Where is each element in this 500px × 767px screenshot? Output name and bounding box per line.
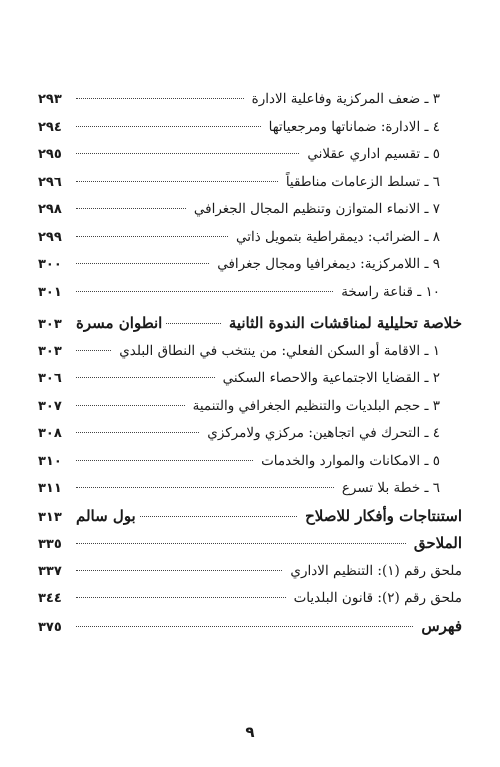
toc-entry-page: ٢٩٦ [38, 174, 62, 190]
toc-entry-page: ٣٠٦ [38, 371, 62, 386]
toc-entry-page: ٢٩٤ [38, 119, 62, 135]
dot-leader [76, 432, 199, 433]
toc-entry [38, 224, 462, 252]
toc-entry-page: ٣٧٥ [38, 619, 62, 635]
toc-entry [38, 196, 462, 224]
toc-entry-title: ٦ ـ تسلط الزعامات مناطقياً [285, 173, 440, 190]
toc-entry-page: ٣٣٧ [38, 563, 62, 579]
toc-entry-page: ٢٩٩ [38, 229, 62, 245]
dot-leader [76, 153, 299, 154]
toc-entry-title: ٢ ـ القضايا الاجتماعية والاحصاء السكني [222, 370, 440, 386]
toc-entry-page: ٢٩٨ [38, 202, 62, 217]
dot-leader [76, 597, 286, 598]
toc-entry-page: ٣٤٤ [38, 591, 62, 606]
dot-leader [76, 181, 278, 182]
toc-section [38, 503, 462, 531]
toc-section-author: بول سالم [76, 506, 136, 525]
toc-section-title: فهرس [421, 616, 462, 635]
dot-leader [76, 377, 215, 378]
table-of-contents [38, 86, 462, 640]
dot-leader [76, 460, 253, 461]
toc-entry-page: ٣٠١ [38, 284, 62, 300]
toc-entry [38, 86, 462, 114]
toc-entry-page: ٣٠٧ [38, 398, 62, 414]
toc-entry-title: ٦ ـ خطة بلا تسرع [341, 480, 440, 496]
toc-section [38, 310, 462, 338]
toc-entry-page: ٢٩٥ [38, 147, 62, 162]
dot-leader [166, 323, 220, 324]
toc-entry-page: ٣١٠ [38, 453, 62, 469]
toc-entry-title: ٩ ـ اللامركزية: ديمغرافيا ومجال جغرافي [217, 256, 440, 272]
toc-entry-title: ٤ ـ الادارة: ضماناتها ومرجعياتها [268, 118, 440, 135]
dot-leader [76, 487, 334, 488]
toc-entry-page: ٣١٣ [38, 509, 62, 525]
toc-entry [38, 558, 462, 586]
toc-entry [38, 338, 462, 366]
page-number: ٩ [245, 723, 255, 741]
toc-entry [38, 251, 462, 279]
toc-entry-title: ملحق رقم (١): التنظيم الاداري [290, 562, 462, 579]
toc-entry [38, 393, 462, 421]
toc-entry-page: ٣٠٨ [38, 426, 62, 441]
toc-entry-page: ٣٣٥ [38, 537, 62, 552]
toc-section-title: الملاحق [413, 534, 462, 552]
toc-entry [38, 114, 462, 142]
dot-leader [76, 208, 186, 209]
dot-leader [76, 98, 244, 99]
toc-entry [38, 141, 462, 169]
toc-entry-title: ملحق رقم (٢): قانون البلديات [293, 590, 462, 606]
dot-leader [140, 516, 297, 517]
dot-leader [76, 405, 185, 406]
toc-entry [38, 420, 462, 448]
toc-entry [38, 448, 462, 476]
toc-entry [38, 169, 462, 197]
toc-entry [38, 365, 462, 393]
toc-entry-page: ٣١١ [38, 481, 62, 496]
dot-leader [76, 626, 413, 627]
toc-entry-title: ٣ ـ ضعف المركزية وفاعلية الادارة [251, 91, 440, 107]
toc-entry-page: ٣٠٠ [38, 257, 62, 272]
toc-entry [38, 585, 462, 613]
toc-entry-title: ٥ ـ تقسيم اداري عقلاني [307, 146, 440, 162]
toc-entry-title: ١٠ ـ قناعة راسخة [341, 283, 440, 300]
dot-leader [76, 263, 209, 264]
dot-leader [76, 291, 333, 292]
dot-leader [76, 350, 111, 351]
toc-section-title: استنتاجات وأفكار للاصلاح [305, 506, 462, 525]
toc-entry [38, 475, 462, 503]
toc-section [38, 613, 462, 641]
toc-entry-title: ٣ ـ حجم البلديات والتنظيم الجغرافي والتنمية [192, 397, 440, 414]
toc-entry-page: ٢٩٣ [38, 92, 62, 107]
dot-leader [76, 126, 261, 127]
toc-entry-title: ٥ ـ الامكانات والموارد والخدمات [261, 452, 440, 469]
toc-entry-title: ٨ ـ الضرائب: ديمقراطية بتمويل ذاتي [235, 228, 440, 245]
toc-section [38, 530, 462, 558]
toc-entry-title: ٤ ـ التحرك في اتجاهين: مركزي ولامركزي [207, 425, 440, 441]
toc-section-author: انطوان مسرة [76, 314, 163, 332]
toc-entry-title: ٧ ـ الانماء المتوازن وتنظيم المجال الجغرافي [193, 201, 440, 217]
dot-leader [76, 543, 406, 544]
toc-entry-title: ١ ـ الاقامة أو السكن الفعلي: من ينتخب في النطاق البلدي [119, 342, 440, 359]
toc-entry-page: ٣٠٣ [38, 317, 62, 332]
toc-section-title: خلاصة تحليلية لمناقشات الندوة الثانية [228, 314, 462, 332]
toc-entry [38, 279, 462, 307]
dot-leader [76, 236, 228, 237]
toc-entry-page: ٣٠٣ [38, 343, 62, 359]
dot-leader [76, 570, 282, 571]
